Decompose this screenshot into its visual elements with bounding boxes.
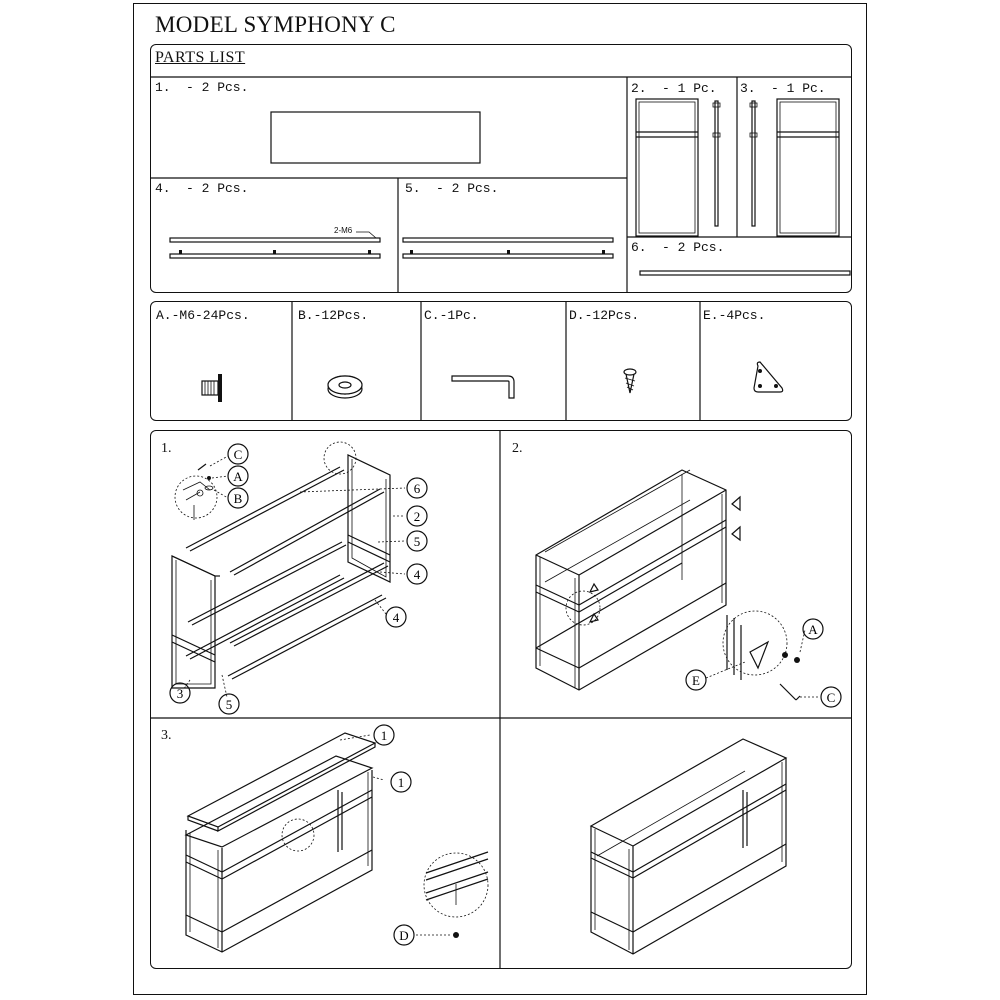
hardware-e-label: E.-4Pcs. bbox=[703, 308, 766, 323]
svg-text:4: 4 bbox=[392, 610, 400, 625]
svg-text:C: C bbox=[826, 690, 836, 705]
part-4-quantity: - 2 Pcs. bbox=[186, 181, 249, 196]
svg-text:5: 5 bbox=[225, 697, 233, 712]
part-1-quantity: - 2 Pcs. bbox=[186, 80, 249, 95]
part-4-annotation: 2-M6 bbox=[334, 226, 353, 235]
svg-text:1: 1 bbox=[380, 728, 388, 743]
svg-text:4: 4 bbox=[413, 567, 421, 582]
part-1-number: 1. bbox=[155, 80, 171, 95]
part-2-quantity: - 1 Pc. bbox=[662, 81, 717, 96]
svg-text:E: E bbox=[692, 673, 700, 688]
step-3-number: 3. bbox=[161, 728, 172, 743]
part-2-number: 2. bbox=[631, 81, 647, 96]
hardware-d-label: D.-12Pcs. bbox=[569, 308, 640, 323]
part-4-number: 4. bbox=[155, 181, 171, 196]
part-3-number: 3. bbox=[740, 81, 756, 96]
hardware-c-label: C.-1Pc. bbox=[424, 308, 479, 323]
part-6-number: 6. bbox=[631, 240, 647, 255]
part-3-quantity: - 1 Pc. bbox=[771, 81, 826, 96]
part-5-quantity: - 2 Pcs. bbox=[436, 181, 499, 196]
parts-list-heading: PARTS LIST bbox=[155, 49, 246, 66]
hardware-a-label: A.-M6-24Pcs. bbox=[156, 308, 250, 323]
svg-text:A: A bbox=[808, 622, 818, 637]
part-5-number: 5. bbox=[405, 181, 421, 196]
svg-text:2: 2 bbox=[413, 509, 421, 524]
step-1-number: 1. bbox=[161, 441, 172, 456]
step-2-number: 2. bbox=[512, 441, 523, 456]
svg-text:6: 6 bbox=[413, 481, 421, 496]
svg-text:5: 5 bbox=[413, 534, 421, 549]
svg-text:B: B bbox=[233, 491, 243, 506]
svg-text:1: 1 bbox=[397, 775, 405, 790]
part-6-quantity: - 2 Pcs. bbox=[662, 240, 725, 255]
svg-text:D: D bbox=[399, 928, 409, 943]
svg-text:3: 3 bbox=[176, 686, 184, 701]
svg-text:A: A bbox=[233, 469, 243, 484]
hardware-b-label: B.-12Pcs. bbox=[298, 308, 369, 323]
page-title: MODEL SYMPHONY C bbox=[155, 12, 396, 37]
svg-text:C: C bbox=[233, 447, 243, 462]
